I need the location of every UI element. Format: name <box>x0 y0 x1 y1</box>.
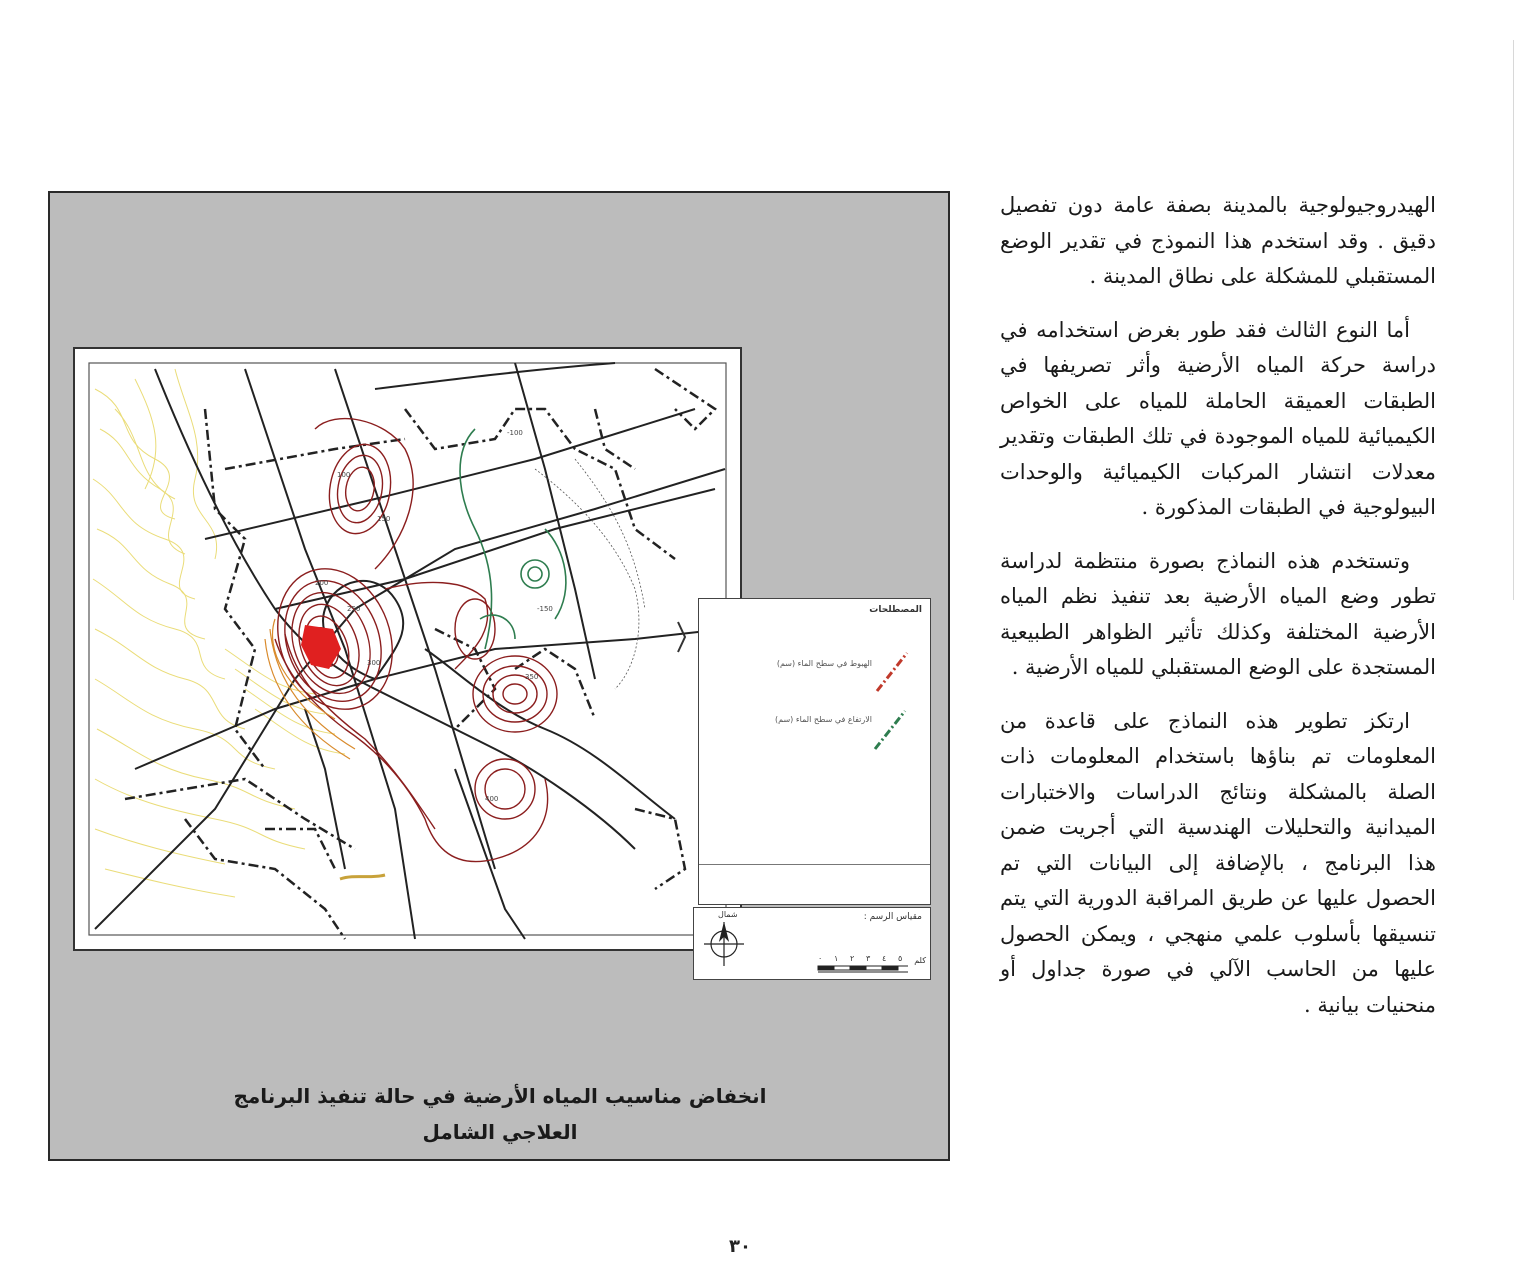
figure-caption <box>60 1078 940 1150</box>
body-text-column <box>1000 188 1436 1041</box>
contour-label: 350 <box>525 673 539 681</box>
scale-mark: ١ <box>834 954 839 963</box>
boundary-lines <box>125 369 715 939</box>
page-edge-line <box>1513 40 1514 600</box>
map-drawing <box>75 349 740 949</box>
paragraph-4: ارتكز تطوير هذه النماذج على قاعدة من المعلومات تم بناؤها باستخدام المعلومات ذات الصلة بالمشكلة ونتائج الدراسات والاختبارات الميدانية والتحليلات الهندسية التي أجريت ضمن هذا البرنامج ، بالإضافة إلى البيانات التي تم الحصول عليها عن طريق المراقبة الدورية التي يتم تنسيقها بأسلوب علمي منهجي ، ويمكن الحصول عليها من الحاسب الآلي في صورة جداول أو منحنيات بيانية . <box>1000 708 1436 1017</box>
contour-label: 200 <box>315 579 329 587</box>
legend-decline-symbol <box>877 653 907 691</box>
figure-caption-line-1: انخفاض مناسيب المياه الأرضية في حالة تنفيذ البرنامج <box>233 1084 767 1108</box>
contour-label: 300 <box>367 659 381 667</box>
north-arrow-icon <box>704 922 744 966</box>
paragraph-2: أما النوع الثالث فقد طور بغرض استخدامه في دراسة حركة المياه الأرضية وأثر تصريفها في الطبقات العميقة الحاملة للمياه على الخواص الكيميائية للمياه الموجودة في تلك الطبقات وتقدير معدلات انتشار المركبات الكيميائية والوحدات البيولوجية في الطبقات المذكورة . <box>1000 317 1436 519</box>
legend-rise-symbol <box>875 711 905 749</box>
legend-rise-label: الارتفاع في سطح الماء (سم) <box>775 715 872 724</box>
contour-label: 100 <box>337 471 351 479</box>
scale-mark: ٢ <box>850 954 855 963</box>
scale-title: مقياس الرسم : <box>863 912 922 922</box>
map-legend <box>698 598 931 905</box>
figure-caption-line-2: العلاجي الشامل <box>422 1120 578 1144</box>
groundwater-map <box>73 347 742 951</box>
page-number: ٣٠ <box>729 1236 751 1257</box>
scale-mark: ٠ <box>818 954 823 963</box>
legend-decline-label: الهبوط في سطح الماء (سم) <box>776 659 872 668</box>
paragraph-1: الهيدروجيولوجية بالمدينة بصفة عامة دون تفصيل دقيق . وقد استخدم هذا النموذج في تقدير الوضع المستقبلي للمشكلة على نطاق المدينة . <box>1000 193 1436 288</box>
north-label: شمال <box>718 910 738 919</box>
contour-label: -100 <box>507 429 523 437</box>
legend-symbols <box>699 599 932 906</box>
scale-graphics <box>694 908 932 981</box>
rise-contours <box>460 429 566 649</box>
contour-label: -150 <box>537 605 553 613</box>
contour-label: 400 <box>485 795 499 803</box>
scale-north-box <box>693 907 931 980</box>
scale-mark: ٤ <box>882 954 887 963</box>
legend-separator <box>699 864 930 865</box>
legend-title: المصطلحات <box>869 605 922 615</box>
contour-label: 250 <box>347 605 361 613</box>
road-network <box>95 363 725 939</box>
paragraph-3: وتستخدم هذه النماذج بصورة منتظمة لدراسة تطور وضع المياه الأرضية بعد تنفيذ نظم المياه الأرضية المختلفة وكذلك تأثير الظواهر الطبيعية المستجدة على الوضع المستقبلي للمياه الأرضية . <box>1000 548 1436 679</box>
contour-label: 150 <box>377 515 391 523</box>
km-label: كلم <box>914 956 926 965</box>
scale-mark: ٣ <box>866 954 871 963</box>
scale-bar <box>818 966 908 972</box>
scale-mark: ٥ <box>898 954 903 963</box>
